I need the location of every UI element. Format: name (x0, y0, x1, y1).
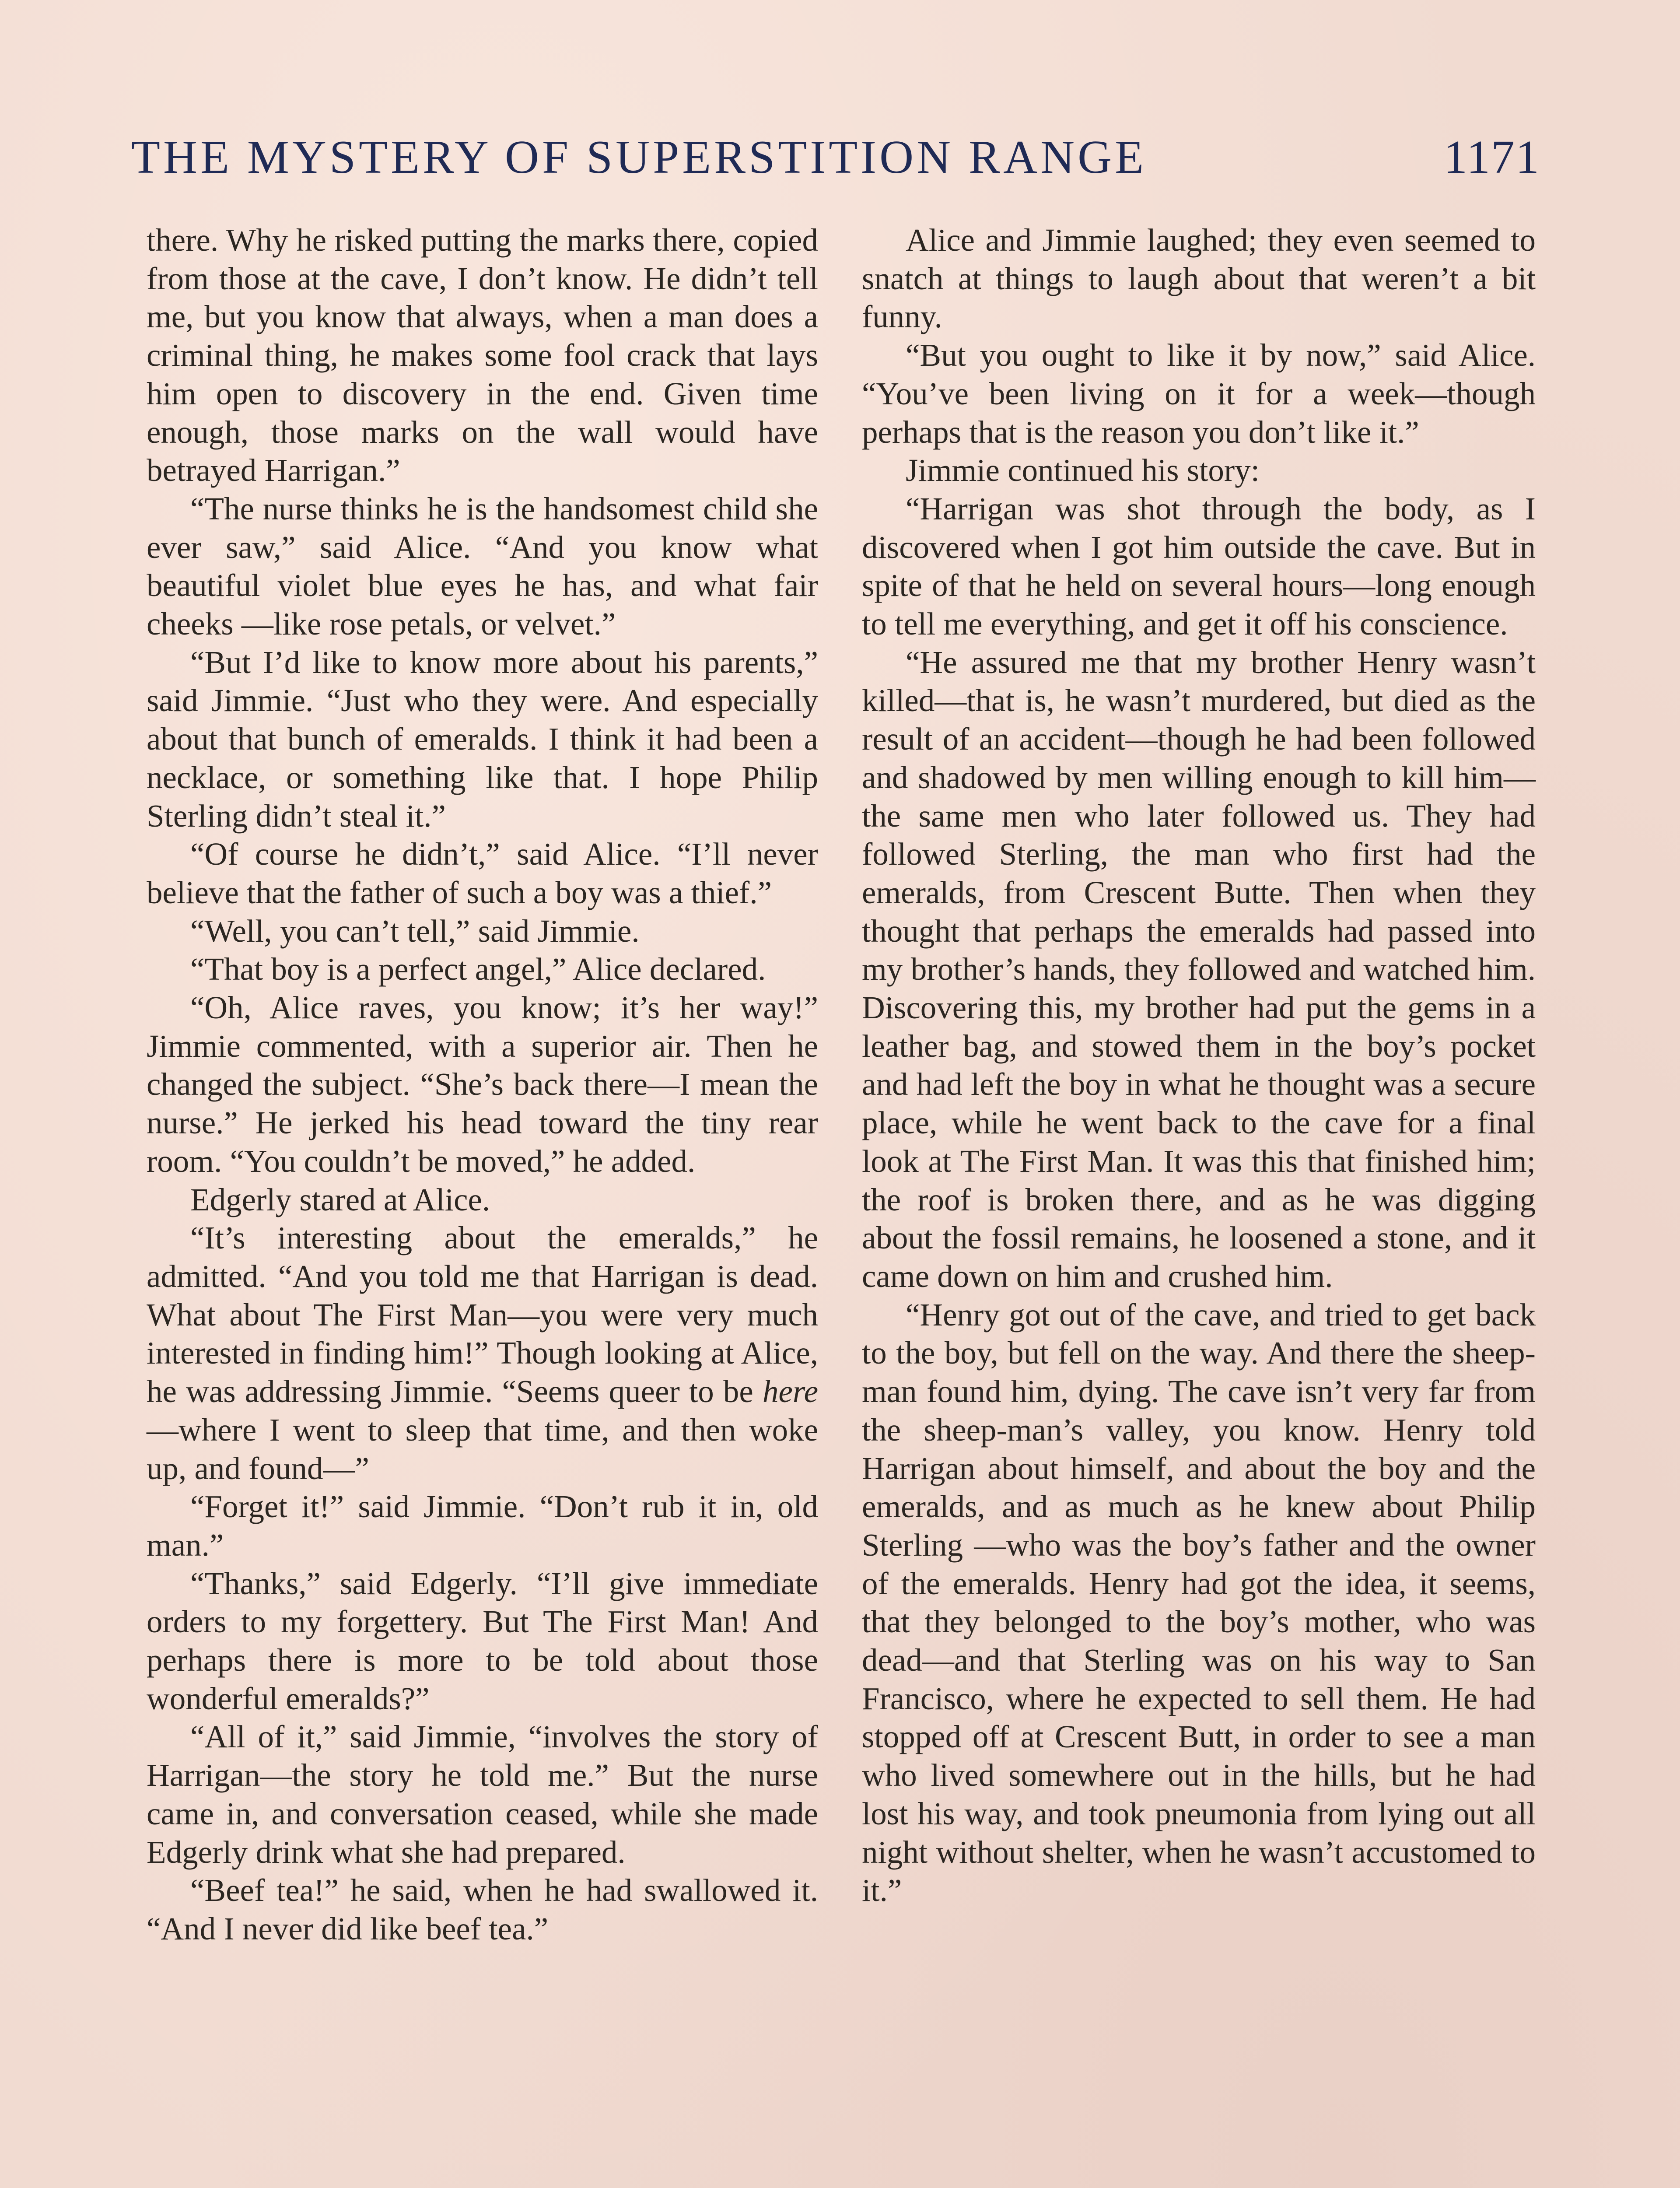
emphasis-word: here (762, 1374, 818, 1410)
page-number: 1171 (1444, 131, 1540, 183)
paragraph: “Forget it!” said Jimmie. “Don’t rub it in, old man.” (147, 1489, 818, 1563)
paragraph: “The nurse thinks he is the handsomest child she ever saw,” said Alice. “And you know what beautiful violet blue eyes he has, and what fair cheeks —like rose petals, or velvet.” (147, 491, 818, 642)
paragraph: “But I’d like to know more about his parents,” said Jimmie. “Just who they were. And especially about that bunch of emeralds. I think it had been a necklace, or something like that. I hope Philip Sterling didn’t steal it.” (147, 644, 818, 834)
paragraph: “That boy is a perfect angel,” Alice declared. (190, 951, 766, 987)
paragraph: “All of it,” said Jimmie, “involves the story of Harrigan—the story he told me.” But the nurse came in, and conversation ceased, while she made Edgerly drink what she had prepared. (147, 1719, 818, 1870)
paragraph: “Oh, Alice raves, you know; it’s her way!” Jimmie commented, with a superior air. Then he changed the subject. “She’s back there—I mean the nurse.” He jerked his head toward the tiny rear room. “You couldn’t be moved,” he added. (147, 990, 818, 1179)
paragraph: “Henry got out of the cave, and tried to get back to the boy, but fell on the way. And there the sheep-man found him, dying. The cave isn’t very far from the sheep-man’s valley, you know. Henry told Harrigan about himself, and about the boy and the emeralds, and as much as he knew about Philip Sterling —who was the boy’s father and the owner of the emeralds. Henry had got the idea, it seems, that they belonged to the boy’s mother, who was dead—and that Sterling was on his way to San Francisco, where he expected to sell them. He had stopped off at Crescent Butt, in order to see a man who lived somewhere out in the hills, but he had lost his way, and took pneumonia from lying out all night without shelter, when he wasn’t accustomed to it.” (862, 1297, 1536, 1908)
paragraph: “He assured me that my brother Henry wasn’t killed—that is, he wasn’t murdered, but died as the result of an accident—though he had been followed and shadowed by men willing enough to kill him—the same men who later followed us. They had followed Sterling, the man who first had the emeralds, from Crescent Butte. Then when they thought that perhaps the emeralds had passed into my brother’s hands, they followed and watched him. Discovering this, my brother had put the gems in a leather bag, and stowed them in the boy’s pocket and had left the boy in what he thought was a secure place, while he went back to the cave for a final look at The First Man. It was this that finished him; the roof is broken there, and as he was digging about the fossil remains, he loosened a stone, and it came down on him and crushed him. (862, 644, 1536, 1294)
paragraph: Alice and Jimmie laughed; they even seemed to snatch at things to laugh about that weren’t a bit funny. (862, 222, 1536, 335)
paragraph: Jimmie continued his story: (906, 452, 1260, 488)
running-header (131, 123, 1540, 193)
paragraph: Edgerly stared at Alice. (190, 1182, 490, 1217)
paragraph-text: —where I went to sleep that time, and then woke up, and found—” (147, 1412, 818, 1486)
paragraph: “Harrigan was shot through the body, as I discovered when I got him outside the cave. But in spite of that he held on several hours—long enough to tell me everything, and get it off his conscience. (862, 491, 1536, 642)
paragraph (147, 1219, 818, 1487)
left-column (147, 221, 818, 1948)
paragraph: “But you ought to like it by now,” said Alice. “You’ve been living on it for a week—though perhaps that is the reason you don’t like it.” (862, 337, 1536, 450)
paragraph: there. Why he risked putting the marks there, copied from those at the cave, I don’t know. He didn’t tell me, but you know that always, when a man does a criminal thing, he makes some fool crack that lays him open to discovery in the end. Given time enough, those marks on the wall would have betrayed Harrigan.” (147, 222, 818, 488)
paragraph: “Thanks,” said Edgerly. “I’ll give immediate orders to my forgettery. But The First Man! And perhaps there is more to be told about those wonderful emeralds?” (147, 1565, 818, 1716)
paragraph: “Beef tea!” he said, when he had swallowed it. “And I never did like beef tea.” (147, 1872, 818, 1946)
paragraph: “Well, you can’t tell,” said Jimmie. (190, 913, 640, 949)
paragraph: “Of course he didn’t,” said Alice. “I’ll never believe that the father of such a boy was a thief.” (147, 836, 818, 910)
paragraph-text: “It’s interesting about the emeralds,” he admitted. “And you told me that Harrigan is dead. What about The First Man—you were very much interested in finding him!” Though looking at Alice, he was addressing Jimmie. “Seems queer to be (147, 1220, 818, 1410)
right-column (862, 221, 1536, 1910)
running-title: THE MYSTERY OF SUPERSTITION RANGE (131, 131, 1147, 183)
